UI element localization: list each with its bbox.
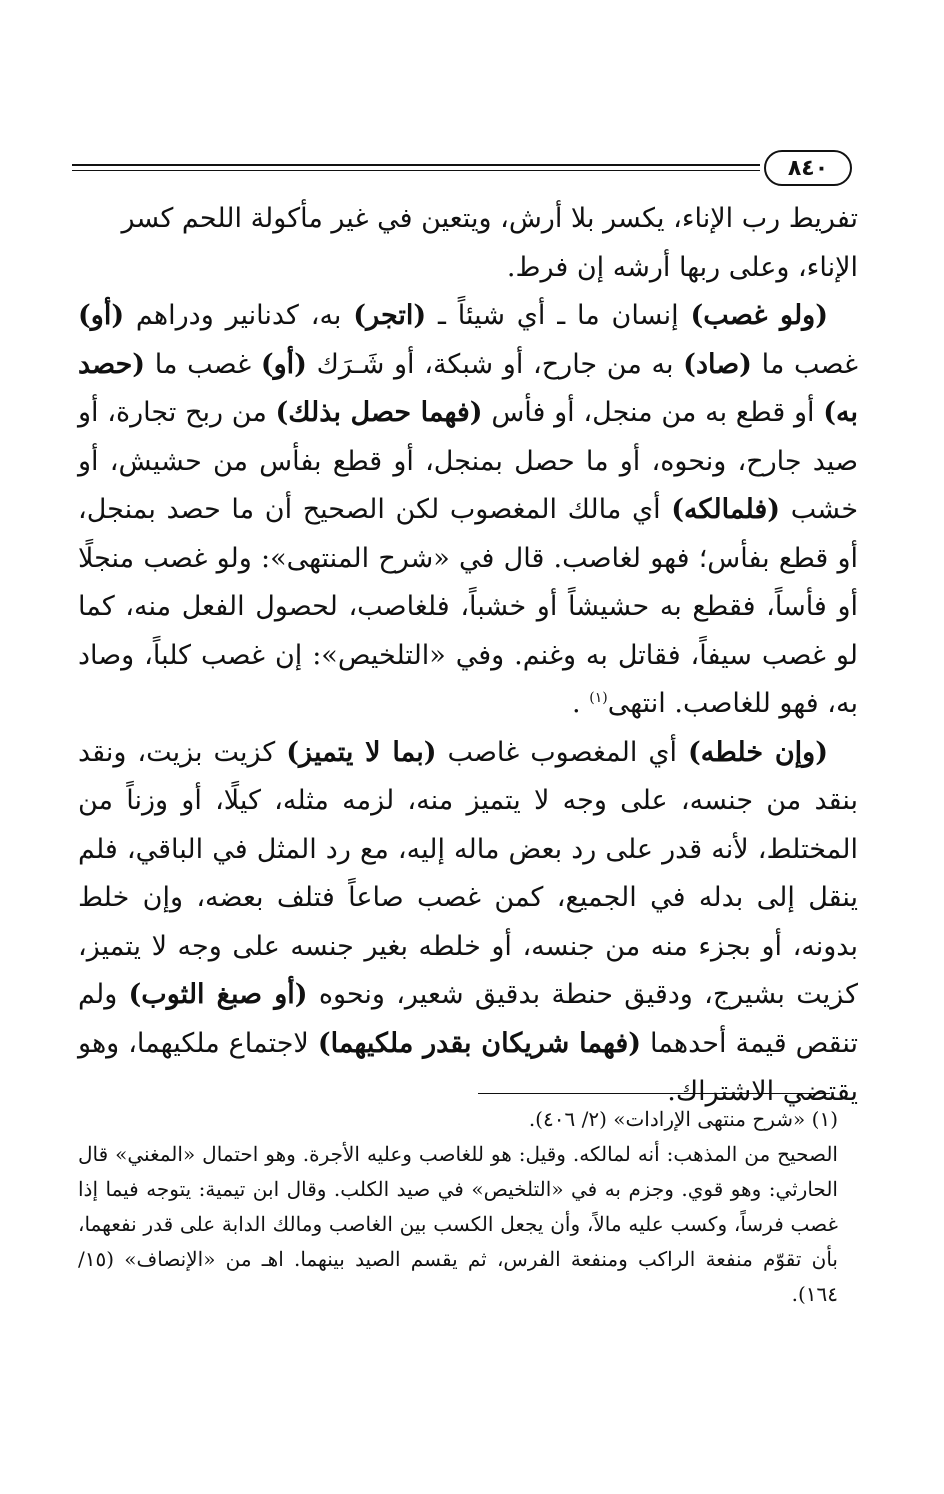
matn-phrase: (فهما شريكان بقدر ملكيهما) — [317, 1027, 642, 1059]
matn-phrase: (بما لا يتميز) — [286, 736, 437, 768]
matn-phrase: (حصد به) — [78, 348, 859, 428]
matn-phrase: (فلمالكه) — [671, 494, 781, 525]
sharh-text: أو قطع به من منجل، أو فأس — [482, 397, 824, 428]
matn-phrase: (أو) — [260, 348, 307, 380]
matn-phrase: (صاد) — [683, 348, 752, 380]
sharh-text: ولم تنقص قيمة أحدهما — [78, 979, 858, 1059]
matn-phrase: (فهما حصل بذلك) — [275, 397, 483, 428]
paragraph-2 — [78, 292, 858, 729]
matn-phrase: (ولو غصب) — [690, 300, 828, 331]
sharh-text: أي مالك المغصوب لكن الصحيح أن ما حصد بمنجل، أو قطع بفأس؛ فهو لغاصب. قال في «شرح المنتهى»: ولو غصب منجلًا أو فأساً، فقطع به حشيشاً أو خشباً، فلغاصب، لحصول الفعل منه، كما لو غصب سيفاً، فقاتل به وغنم. وفي «التلخيص»: إن غصب كلباً، وصاد به، فهو للغاصب. انتهى — [78, 494, 858, 719]
header-rule — [72, 164, 760, 166]
footnote-marker[interactable]: (١) — [589, 690, 608, 706]
footnotes — [78, 1102, 838, 1312]
sharh-text: لاجتماع ملكيهما، وهو يقتضي الاشتراك. — [78, 1027, 858, 1107]
matn-phrase: (اتجر) — [353, 300, 427, 331]
footnote-1-comment: الصحيح من المذهب: أنه لمالكه. وقيل: هو للغاصب وعليه الأجرة. وهو احتمال «المغني» قال الحارثي: وهو قوي. وجزم به في «التلخيص» في صيد الكلب. وقال ابن تيمية: يتوجه فيما إذا غصب فرساً، وكسب عليه مالاً، وأن يجعل الكسب بين الغاصب ومالك الدابة على قدر نفعهما، بأن تقوّم منفعة الراكب ومنفعة الفرس، ثم يقسم الصيد بينهما. اهـ من «الإنصاف» (١٥/ ١٦٤). — [78, 1142, 838, 1306]
sharh-text: كزيت بزيت، ونقد بنقد من جنسه، على وجه لا يتميز منه، لزمه مثله، كيلًا، أو وزناً من المختلط، لأنه قدر على رد بعض ماله إليه، مع رد المثل في الباقي، فلم ينقل إلى بدله في الجميع، كمن غصب صاعاً فتلف بعضه، وإن خلط بدونه، أو بجزء منه من جنسه، أو خلطه بغير جنسه على وجه لا يتميز، كزيت بشيرج، ودقيق حنطة بدقيق شعير، ونحوه — [78, 736, 858, 1010]
sharh-text: . — [572, 688, 590, 719]
matn-phrase: (وإن خلطه) — [688, 736, 828, 768]
paragraph-1 — [78, 195, 858, 292]
sharh-text: غصب ما — [145, 348, 261, 380]
paragraph-3 — [78, 729, 858, 1117]
sharh-text: غصب ما — [751, 348, 859, 380]
sharh-text: أي المغصوب غاصب — [436, 736, 688, 768]
matn-phrase: (أو صبغ الثوب) — [128, 979, 308, 1010]
page-number: ٨٤٠ — [764, 150, 852, 186]
page-header — [72, 150, 852, 190]
sharh-text: من ربح تجارة، أو صيد جارح، ونحوه، أو ما حصل بمنجل، أو قطع بفأس من حشيش، أو خشب — [78, 397, 859, 525]
header-rule-thin — [72, 170, 760, 171]
sharh-text: إنسان ما ـ أي شيئاً ـ — [426, 300, 691, 331]
footnote-separator — [478, 1093, 830, 1094]
text-line: الإناء، وعلى ربها أرشه إن فرط. — [506, 251, 858, 283]
footnote-1: (١) «شرح منتهى الإرادات» (٢/ ٤٠٦). — [528, 1107, 838, 1131]
main-text — [78, 195, 858, 1117]
sharh-text: به من جارح، أو شبكة، أو شَـرَك — [306, 348, 684, 380]
matn-phrase: (أو) — [78, 300, 125, 331]
sharh-text: به، كدنانير ودراهم — [124, 300, 354, 331]
text-line: تفريط رب الإناء، يكسر بلا أرش، ويتعين في غير مأكولة اللحم كسر — [121, 203, 858, 234]
